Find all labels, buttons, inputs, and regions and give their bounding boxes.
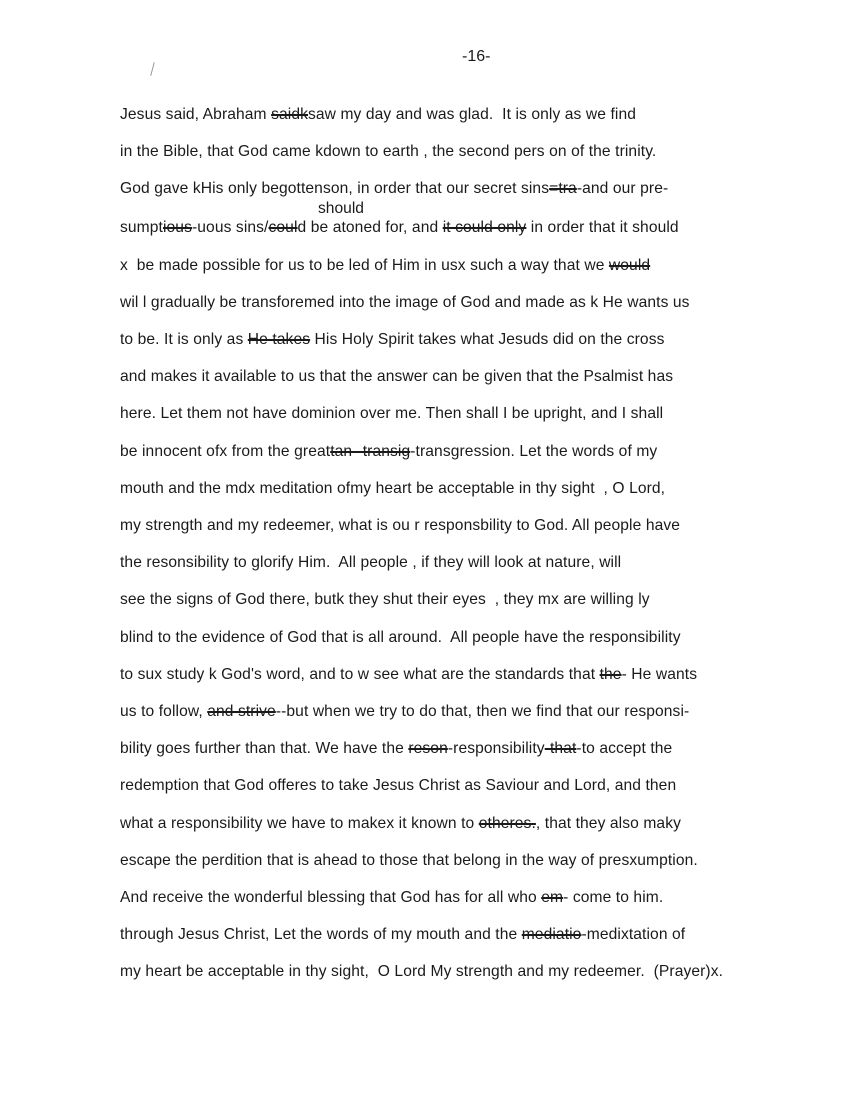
text-line (120, 926, 685, 944)
text-segment: us to follow, (120, 703, 208, 720)
text-segment: be innocent ofx from the great (120, 442, 331, 460)
text-segment: wil l gradually be transforemed into the image of God and made as k He wants us (120, 293, 690, 311)
text-segment: through Jesus Christ, Let the words of my mouth and the (120, 926, 522, 944)
struck-text: tan--transig (330, 442, 411, 460)
text-segment: x be made possible for us to be led of Him in usx such a way that we (120, 256, 609, 274)
text-line (120, 180, 668, 198)
struck-text: reson (408, 740, 448, 758)
struck-text: would (608, 256, 651, 274)
text-segment: escape the perdition that is ahead to those that belong in the way of presxumption. (120, 851, 698, 869)
struck-text: otheres. (478, 814, 536, 832)
text-segment: what a responsibility we have to makex it known to (120, 814, 479, 832)
text-segment: to sux study k God's word, and to w see what are the standards that (120, 665, 600, 683)
stray-mark (150, 62, 155, 76)
text-segment: in order that it should (526, 219, 679, 237)
text-segment: my heart be acceptable in thy sight, O Lord My strength and my redeemer. (Prayer)x. (120, 963, 724, 981)
struck-text: -that (544, 740, 577, 758)
text-line (120, 443, 657, 461)
text-segment: bility goes further than that. We have the (120, 740, 409, 758)
text-segment: and makes it available to us that the answer can be given that the Psalmist has (120, 368, 674, 386)
text-segment: here. Let them not have dominion over me. Then shall I be upright, and I shall (120, 405, 664, 423)
struck-text: and strive (207, 703, 276, 720)
text-line (120, 815, 681, 833)
text-line (120, 889, 663, 907)
text-segment: the resonsibility to glorify Him. All people , if they will look at nature, will (120, 554, 622, 572)
text-line (120, 963, 723, 981)
text-line (120, 480, 665, 498)
text-line (120, 629, 681, 647)
text-line (120, 257, 650, 275)
text-line (120, 143, 656, 161)
text-line (120, 517, 680, 535)
text-line (120, 703, 689, 721)
text-segment: blind to the evidence of God that is all around. All people have the responsibility (120, 628, 681, 646)
struck-text: =tra (549, 180, 577, 198)
text-segment: God gave kHis only begottenson, in order that our secret sins (120, 180, 550, 198)
text-segment: -transgression. Let the words of my (410, 442, 658, 460)
text-segment: redemption that God offeres to take Jesus Christ as Saviour and Lord, and then (120, 777, 677, 795)
text-line (120, 331, 665, 349)
text-segment: His Holy Spirit takes what Jesuds did on the cross (310, 331, 665, 348)
text-segment: -responsibility (447, 740, 545, 758)
struck-text: saidk (271, 106, 308, 123)
struck-text: em (541, 889, 564, 906)
text-segment: saw my day and was glad. It is only as we find (308, 106, 636, 123)
struck-text: the (599, 665, 622, 683)
text-line (120, 591, 650, 609)
text-segment: sumpt (120, 219, 163, 237)
page-number: -16- (462, 48, 491, 65)
text-line (120, 852, 698, 870)
struck-text: mediatio (521, 926, 582, 944)
text-segment: d be atoned for, and (297, 219, 443, 237)
text-segment: see the signs of God there, butk they shut their eyes , they mx are willing ly (120, 591, 650, 609)
text-segment: in the Bible, that God came kdown to earth , the second pers on of the trinity. (120, 143, 657, 161)
text-line (120, 294, 690, 312)
text-line (120, 405, 663, 423)
text-segment: -and our pre- (576, 180, 669, 198)
text-segment: And receive the wonderful blessing that God has for all who (120, 889, 542, 906)
text-segment: Jesus said, Abraham (120, 106, 272, 123)
text-segment: mouth and the mdx meditation ofmy heart be acceptable in thy sight , O Lord, (120, 479, 666, 497)
text-line (120, 219, 679, 237)
interlinear-insert: should (318, 200, 364, 217)
text-line (120, 777, 676, 795)
struck-text: He takes (247, 331, 311, 348)
text-segment: -to accept the (576, 740, 673, 758)
text-segment: - come to him. (563, 889, 664, 906)
text-segment: - He wants (621, 665, 698, 683)
text-line (120, 666, 697, 684)
text-segment: -uous sins/ (191, 219, 269, 237)
text-segment: to be. It is only as (120, 331, 248, 348)
struck-text: ious (162, 219, 192, 237)
text-segment: -medixtation of (581, 926, 686, 944)
struck-text: it could only (442, 219, 527, 237)
text-segment: my strength and my redeemer, what is ou r responsbility to God. All people have (120, 517, 681, 534)
struck-text: coul (268, 219, 298, 237)
text-line (120, 368, 673, 386)
text-line (120, 740, 672, 758)
text-line (120, 106, 636, 124)
text-segment: , that they also maky (535, 814, 681, 832)
text-segment: --but when we try to do that, then we find that our responsi- (275, 703, 690, 720)
text-line (120, 554, 621, 572)
